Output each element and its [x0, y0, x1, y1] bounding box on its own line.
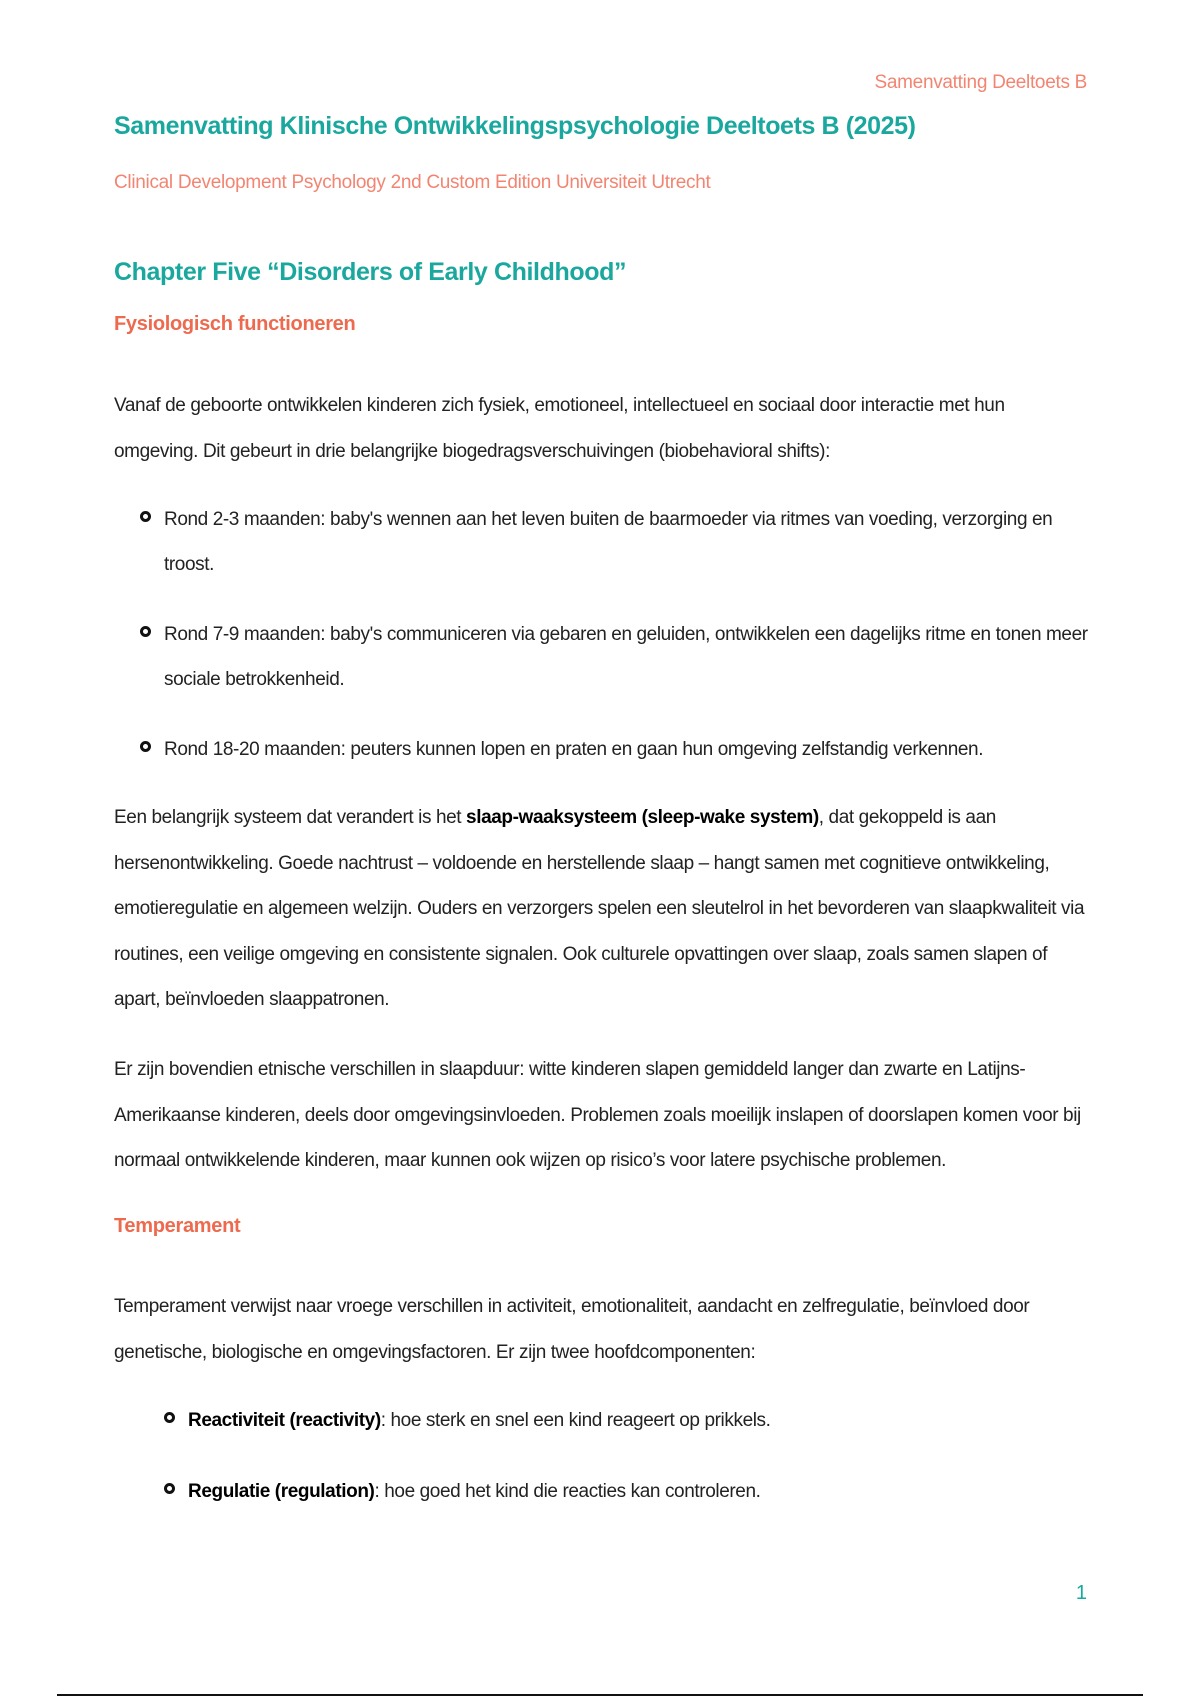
bold-term: slaap-waaksysteem (sleep-wake system) [466, 807, 819, 828]
document-title: Samenvatting Klinische Ontwikkelingspsychologie Deeltoets B (2025) [114, 112, 916, 140]
paragraph-text: Een belangrijk systeem dat verandert is het [114, 807, 467, 828]
paragraph-temperament-intro: Temperament verwijst naar vroege verschillen in activiteit, emotionaliteit, aandacht en zelfregulatie, beïnvloed door genetische, biologische en omgevingsfactoren. Er zijn twee hoofdcomponenten: [114, 1296, 1030, 1363]
list-item [164, 1398, 1088, 1443]
list-item-text: Rond 2-3 maanden: baby's wennen aan het leven buiten de baarmoeder via ritmes van voeding, verzorging en troost. [164, 509, 1053, 575]
chapter-heading: Chapter Five “Disorders of Early Childhood” [114, 258, 627, 286]
circle-bullet-icon [140, 511, 151, 522]
page-bottom-divider [57, 1694, 1143, 1696]
running-header: Samenvatting Deeltoets B [874, 72, 1087, 93]
circle-bullet-icon [140, 626, 151, 637]
list-item-text: : hoe sterk en snel een kind reageert op prikkels. [380, 1410, 771, 1431]
list-item [164, 1469, 1088, 1514]
list-item-text: Rond 18-20 maanden: peuters kunnen lopen en praten en gaan hun omgeving zelfstandig verkennen. [164, 739, 984, 760]
section-heading-temperament: Temperament [114, 1215, 241, 1237]
paragraph-sleep-wake [114, 795, 1089, 1023]
circle-bullet-icon [164, 1412, 175, 1423]
list-item [140, 497, 1094, 587]
paragraph-ethnic-differences: Er zijn bovendien etnische verschillen in slaapduur: witte kinderen slapen gemiddeld langer dan zwarte en Latijns-Amerikaanse kinderen, deels door omgevingsinvloeden. Problemen zoals moeilijk inslapen of doorslapen komen voor bij normaal ontwikkelende kinderen, maar kunnen ook wijzen op risico’s voor latere psychische problemen. [114, 1059, 1081, 1171]
page-number: 1 [1075, 1582, 1087, 1604]
paragraph-text: , dat gekoppeld is aan hersenontwikkeling. Goede nachtrust – voldoende en herstellende slaap – hangt samen met cognitieve ontwikkeling, emotieregulatie en algemeen welzijn. Ouders en verzorgers spelen een sleutelrol in het bevorderen van slaapkwaliteit via routines, een veilige omgeving en consistente signalen. Ook culturele opvattingen over slaap, zoals samen slapen of apart, beïnvloeden slaappatronen. [114, 807, 1085, 1010]
list-item-text: : hoe goed het kind die reacties kan controleren. [374, 1481, 761, 1502]
list-item [140, 612, 1094, 702]
bold-term: Reactiviteit (reactivity) [188, 1410, 381, 1431]
bold-term: Regulatie (regulation) [188, 1481, 375, 1502]
circle-bullet-icon [140, 741, 151, 752]
circle-bullet-icon [164, 1483, 175, 1494]
document-subtitle: Clinical Development Psychology 2nd Custom Edition Universiteit Utrecht [114, 172, 711, 193]
list-item [140, 727, 1094, 772]
paragraph-intro: Vanaf de geboorte ontwikkelen kinderen zich fysiek, emotioneel, intellectueel en sociaal door interactie met hun omgeving. Dit gebeurt in drie belangrijke biogedragsverschuivingen (biobehavioral shifts): [114, 395, 1005, 462]
section-heading-fysiologisch: Fysiologisch functioneren [114, 313, 356, 335]
list-item-text: Rond 7-9 maanden: baby's communiceren via gebaren en geluiden, ontwikkelen een dagelijks ritme en tonen meer sociale betrokkenheid. [164, 624, 1088, 690]
